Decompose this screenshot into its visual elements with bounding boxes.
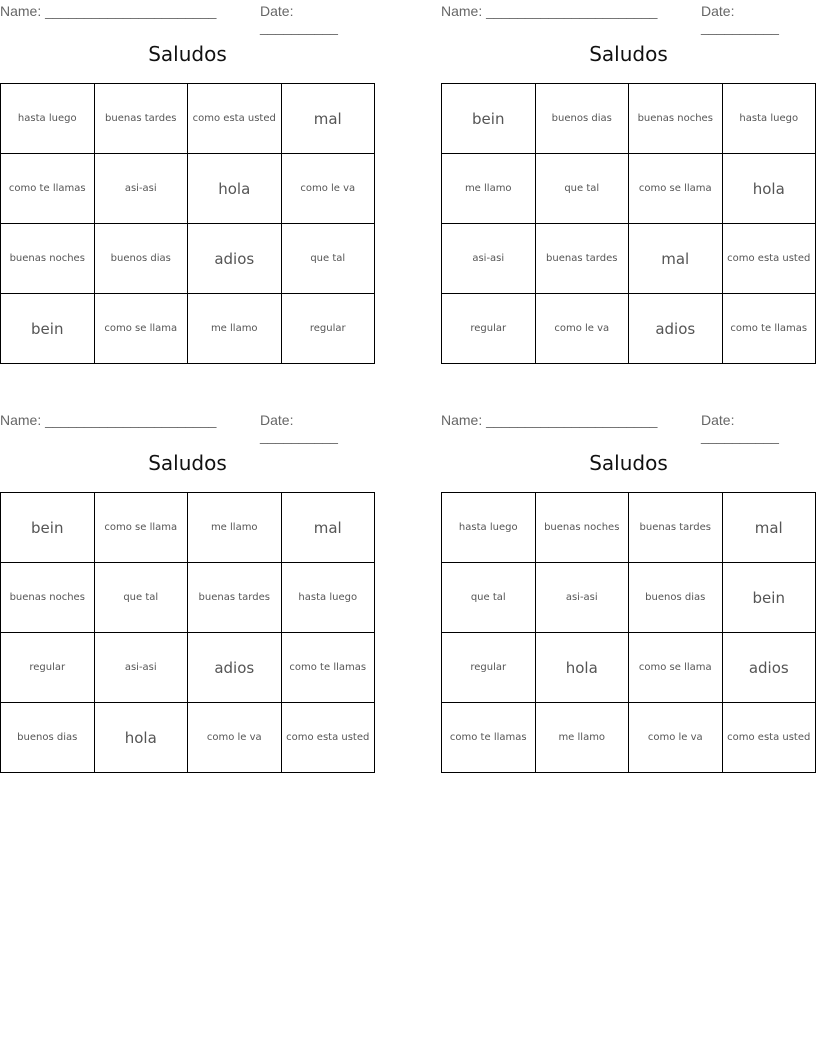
bingo-cell: adios bbox=[188, 633, 282, 703]
bingo-cell: bein bbox=[1, 294, 95, 364]
bingo-cell: que tal bbox=[94, 563, 188, 633]
name-label: Name: ______________________ bbox=[0, 3, 217, 19]
bingo-cell: buenos dias bbox=[94, 224, 188, 294]
name-date-header bbox=[441, 412, 816, 444]
bingo-cell: hola bbox=[535, 633, 629, 703]
bingo-cell: buenas noches bbox=[535, 493, 629, 563]
bingo-cell: buenas noches bbox=[629, 84, 723, 154]
grid-row bbox=[1, 84, 375, 154]
date-label: Date: __________ bbox=[701, 3, 779, 35]
bingo-cell: como te llamas bbox=[281, 633, 375, 703]
grid-row bbox=[1, 154, 375, 224]
bingo-cell: hola bbox=[722, 154, 816, 224]
bingo-cell: como se llama bbox=[629, 154, 723, 224]
bingo-cell: adios bbox=[722, 633, 816, 703]
bingo-cell: regular bbox=[442, 633, 536, 703]
bingo-cell: buenas tardes bbox=[188, 563, 282, 633]
bingo-cell: buenas noches bbox=[1, 563, 95, 633]
bingo-cell: como le va bbox=[629, 703, 723, 773]
name-label: Name: ______________________ bbox=[441, 3, 658, 19]
bingo-cell: me llamo bbox=[188, 294, 282, 364]
grid-row bbox=[442, 224, 816, 294]
bingo-cell: buenas tardes bbox=[535, 224, 629, 294]
bingo-cell: mal bbox=[281, 493, 375, 563]
bingo-cell: que tal bbox=[535, 154, 629, 224]
name-date-header bbox=[0, 3, 375, 35]
grid-row bbox=[442, 84, 816, 154]
bingo-cell: como te llamas bbox=[442, 703, 536, 773]
grid-row bbox=[442, 493, 816, 563]
bingo-cell: me llamo bbox=[535, 703, 629, 773]
grid-row bbox=[1, 294, 375, 364]
bingo-cell: buenas noches bbox=[1, 224, 95, 294]
grid-row bbox=[442, 633, 816, 703]
name-label: Name: ______________________ bbox=[0, 412, 217, 428]
bingo-cell: mal bbox=[722, 493, 816, 563]
bingo-cell: asi-asi bbox=[535, 563, 629, 633]
bingo-cell: mal bbox=[281, 84, 375, 154]
name-date-header bbox=[441, 3, 816, 35]
bingo-cell: hasta luego bbox=[442, 493, 536, 563]
bingo-cell: adios bbox=[629, 294, 723, 364]
bingo-cell: buenos dias bbox=[1, 703, 95, 773]
bingo-cell: hola bbox=[94, 703, 188, 773]
grid-row bbox=[1, 703, 375, 773]
bingo-cell: me llamo bbox=[442, 154, 536, 224]
bingo-grid bbox=[0, 83, 375, 364]
card-title: Saludos bbox=[148, 42, 227, 66]
bingo-cell: asi-asi bbox=[442, 224, 536, 294]
bingo-cell: bein bbox=[1, 493, 95, 563]
grid-row bbox=[1, 563, 375, 633]
bingo-cell: como se llama bbox=[94, 493, 188, 563]
bingo-cell: como se llama bbox=[629, 633, 723, 703]
card-title: Saludos bbox=[589, 451, 668, 475]
bingo-cell: hasta luego bbox=[722, 84, 816, 154]
bingo-cell: mal bbox=[629, 224, 723, 294]
bingo-cell: adios bbox=[188, 224, 282, 294]
bingo-cell: como esta usted bbox=[722, 224, 816, 294]
bingo-cell: buenas tardes bbox=[94, 84, 188, 154]
card-title: Saludos bbox=[148, 451, 227, 475]
bingo-cell: buenos dias bbox=[629, 563, 723, 633]
bingo-cell: asi-asi bbox=[94, 154, 188, 224]
bingo-cell: hasta luego bbox=[1, 84, 95, 154]
grid-row bbox=[442, 154, 816, 224]
grid-row bbox=[442, 703, 816, 773]
bingo-cell: como te llamas bbox=[1, 154, 95, 224]
grid-row bbox=[1, 493, 375, 563]
grid-row bbox=[1, 224, 375, 294]
bingo-cell: regular bbox=[1, 633, 95, 703]
date-label: Date: __________ bbox=[260, 3, 338, 35]
bingo-cell: bein bbox=[442, 84, 536, 154]
bingo-cell: asi-asi bbox=[94, 633, 188, 703]
bingo-cell: como se llama bbox=[94, 294, 188, 364]
name-date-header bbox=[0, 412, 375, 444]
bingo-cell: que tal bbox=[442, 563, 536, 633]
bingo-cell: como esta usted bbox=[188, 84, 282, 154]
bingo-cell: como te llamas bbox=[722, 294, 816, 364]
bingo-cell: bein bbox=[722, 563, 816, 633]
bingo-cell: regular bbox=[442, 294, 536, 364]
grid-row bbox=[442, 563, 816, 633]
bingo-grid bbox=[441, 83, 816, 364]
bingo-cell: buenos dias bbox=[535, 84, 629, 154]
bingo-cell: hola bbox=[188, 154, 282, 224]
date-label: Date: __________ bbox=[260, 412, 338, 444]
bingo-cell: como esta usted bbox=[281, 703, 375, 773]
bingo-cell: como le va bbox=[188, 703, 282, 773]
grid-row bbox=[1, 633, 375, 703]
bingo-cell: buenas tardes bbox=[629, 493, 723, 563]
bingo-cell: que tal bbox=[281, 224, 375, 294]
name-label: Name: ______________________ bbox=[441, 412, 658, 428]
card-title: Saludos bbox=[589, 42, 668, 66]
bingo-cell: regular bbox=[281, 294, 375, 364]
bingo-cell: me llamo bbox=[188, 493, 282, 563]
bingo-grid bbox=[0, 492, 375, 773]
bingo-cell: hasta luego bbox=[281, 563, 375, 633]
date-label: Date: __________ bbox=[701, 412, 779, 444]
bingo-grid bbox=[441, 492, 816, 773]
bingo-cell: como esta usted bbox=[722, 703, 816, 773]
grid-row bbox=[442, 294, 816, 364]
bingo-cell: como le va bbox=[281, 154, 375, 224]
bingo-cell: como le va bbox=[535, 294, 629, 364]
